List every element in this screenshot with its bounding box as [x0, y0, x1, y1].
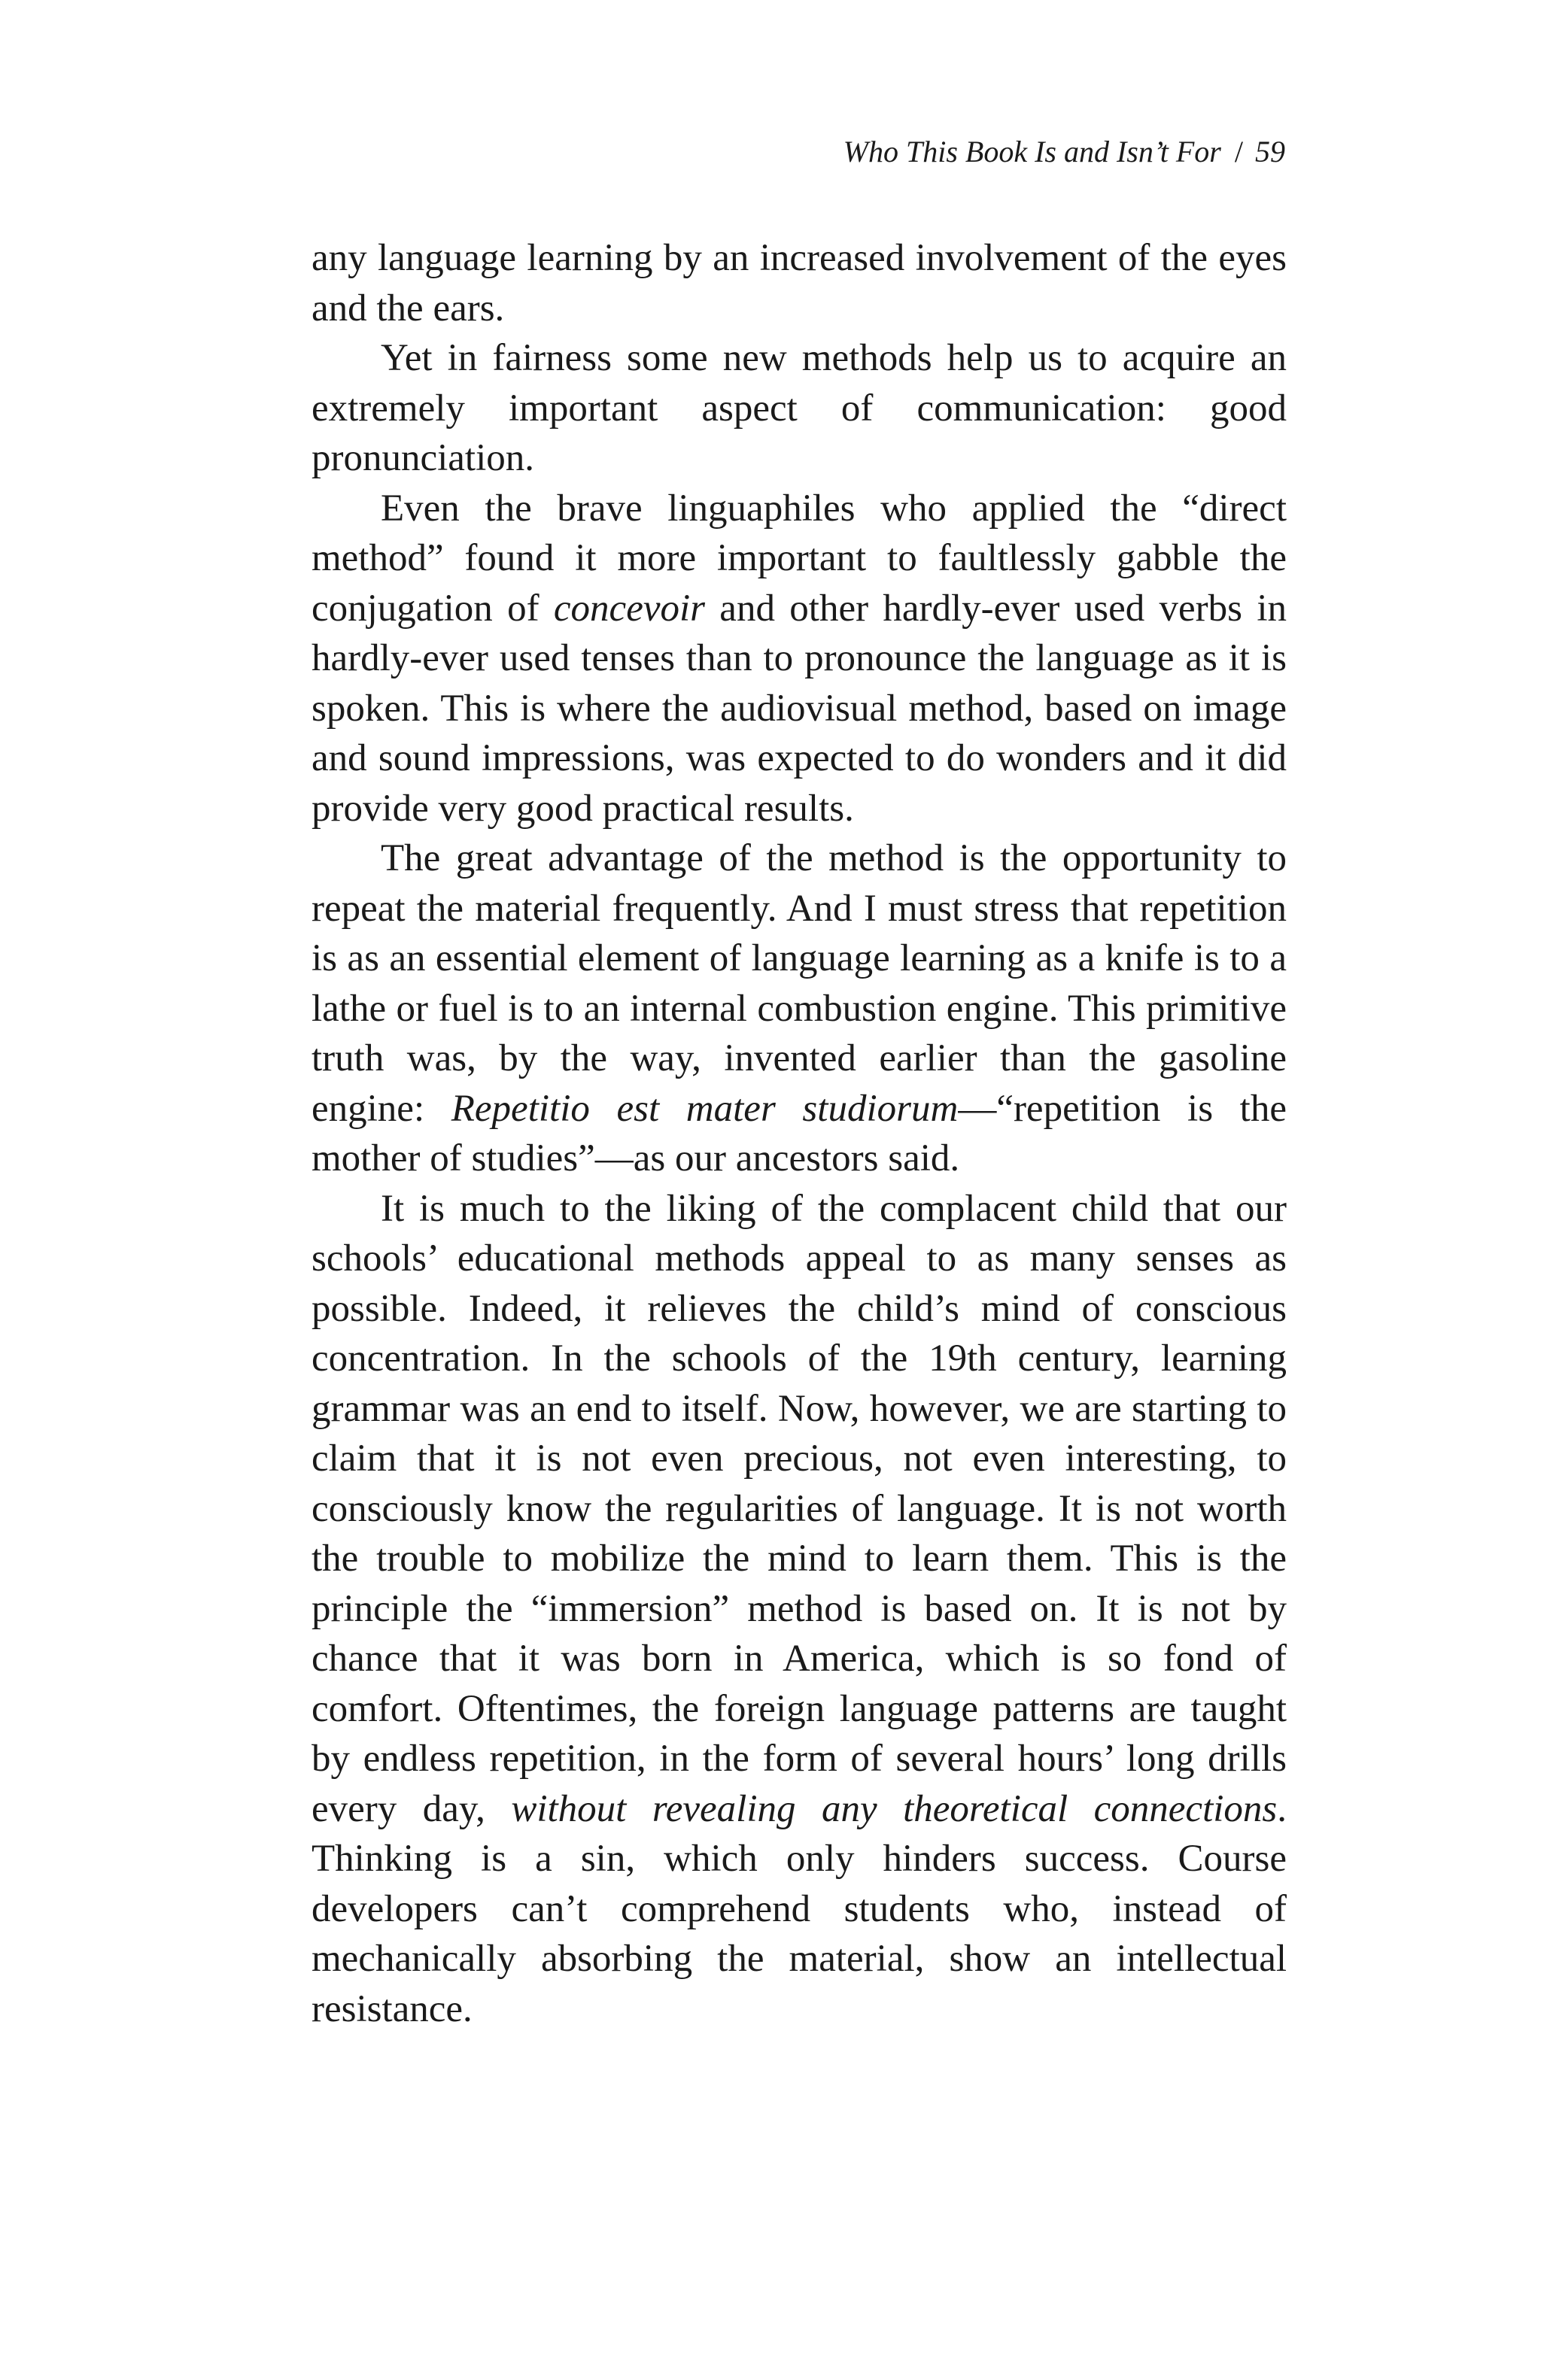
- paragraph-text: It is much to the liking of the complacent child that our schools’ educational methods appeal to as many senses as possible. Indeed, it relieves the child’s mind of conscious concentration. In the schools of the 19th century, learning grammar was an end to itself. Now, however, we are starting to claim that it is not even precious, not even interesting, to consciously know the regularities of language. It is not worth the trouble to mobilize the mind to learn them. This is the principle the “immersion” method is based on. It is not by chance that it was born in America, which is so fond of comfort. Oftentimes, the foreign language patterns are taught by endless repetition, in the form of several hours’ long drills every day,: [312, 1187, 1287, 1830]
- paragraph-immersion: [312, 1184, 1287, 2035]
- paragraph-direct-method: [312, 484, 1287, 834]
- italic-latin-phrase: Repetitio est mater studiorum: [451, 1087, 959, 1130]
- paragraph-text: Even the brave linguaphiles who applied the “direct method” found it more important to faultlessly gabble the conjugation of: [312, 487, 1287, 630]
- paragraph-text: and other hardly-ever used verbs in hardly-ever used tenses than to pronounce the language as it is spoken. This is where the audiovisual method, based on image and sound impressions, was expected to do wonders and it did provide very good practical results.: [312, 587, 1287, 830]
- header-separator: /: [1234, 135, 1243, 168]
- running-header: [843, 134, 1285, 169]
- paragraph-text: The great advantage of the method is the opportunity to repeat the material frequently. And I must stress that repetition is as an essential element of language learning as a knife is to a lathe or fuel is to an internal combustion engine. This primitive truth was, by the way, invented earlier than the gasoline engine:: [312, 837, 1287, 1130]
- paragraph-continuation: any language learning by an increased involvement of the eyes and the ears.: [312, 237, 1287, 329]
- paragraph-text: . Thinking is a sin, which only hinders success. Course developers can’t comprehend students who, instead of mechanically absorbing the material, show an intellectual resistance.: [312, 1787, 1287, 2030]
- page-number: 59: [1255, 135, 1285, 168]
- paragraph-text: —“repetition is the mother of studies”—as our ancestors said.: [312, 1087, 1287, 1179]
- italic-term-concevoir: concevoir: [553, 587, 705, 630]
- body-text: [312, 233, 1287, 2034]
- paragraph-pronunciation: Yet in fairness some new methods help us to acquire an extremely important aspect of communication: good pronunciation.: [312, 337, 1287, 479]
- italic-emphasis: without revealing any theoretical connections: [511, 1787, 1278, 1830]
- running-title: Who This Book Is and Isn’t For: [843, 135, 1221, 168]
- paragraph-repetition: [312, 833, 1287, 1184]
